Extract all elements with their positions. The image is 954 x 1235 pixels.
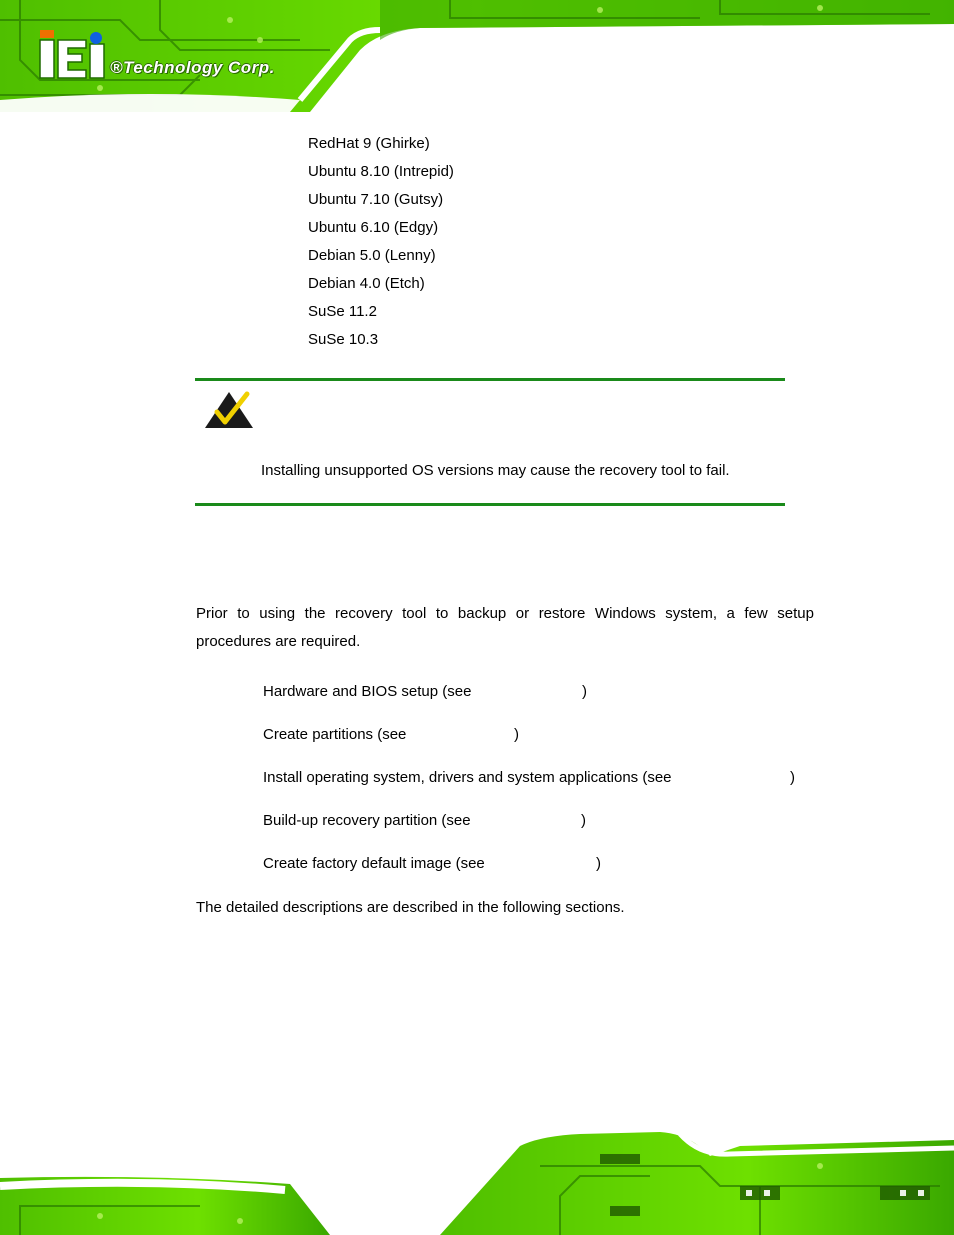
list-item: SuSe 11.2 [308,303,377,320]
list-item: Debian 5.0 (Lenny) [308,247,436,264]
footer-banner [0,1126,954,1235]
step-close: ) [514,726,519,743]
list-item [263,807,586,835]
note-box [195,378,785,506]
note-text: Installing unsupported OS versions may cause the recovery tool to fail. [261,462,730,479]
step-label: Install operating system, drivers and system applications (see [263,769,672,786]
os-list [308,130,454,354]
step-label: Create partitions (see [263,726,407,743]
list-item [263,764,795,792]
step-label: Create factory default image (see [263,855,485,872]
list-item [263,850,601,878]
note-top-rule [195,378,785,381]
list-item: SuSe 10.3 [308,331,379,348]
step-close: ) [790,769,795,786]
list-item: RedHat 9 (Ghirke) [308,135,430,152]
checkmark-note-icon [203,388,255,430]
step-close: ) [582,683,587,700]
list-item [263,721,519,749]
step-label: Build-up recovery partition (see [263,812,471,829]
list-item: Ubuntu 6.10 (Edgy) [308,219,439,236]
step-close: ) [596,855,601,872]
closing-text: The detailed descriptions are described in the following sections. [196,899,625,916]
step-close: ) [581,812,586,829]
list-item: Debian 4.0 (Etch) [308,275,425,292]
list-item: Ubuntu 7.10 (Gutsy) [308,191,444,208]
list-item: Ubuntu 8.10 (Intrepid) [308,163,454,180]
list-item [263,678,587,706]
note-bottom-rule [195,503,785,506]
step-label: Hardware and BIOS setup (see [263,683,472,700]
intro-paragraph: Prior to using the recovery tool to backup or restore Windows system, a few setup procedures are required. [196,605,814,650]
brand-text: ®Technology Corp. [110,58,275,77]
